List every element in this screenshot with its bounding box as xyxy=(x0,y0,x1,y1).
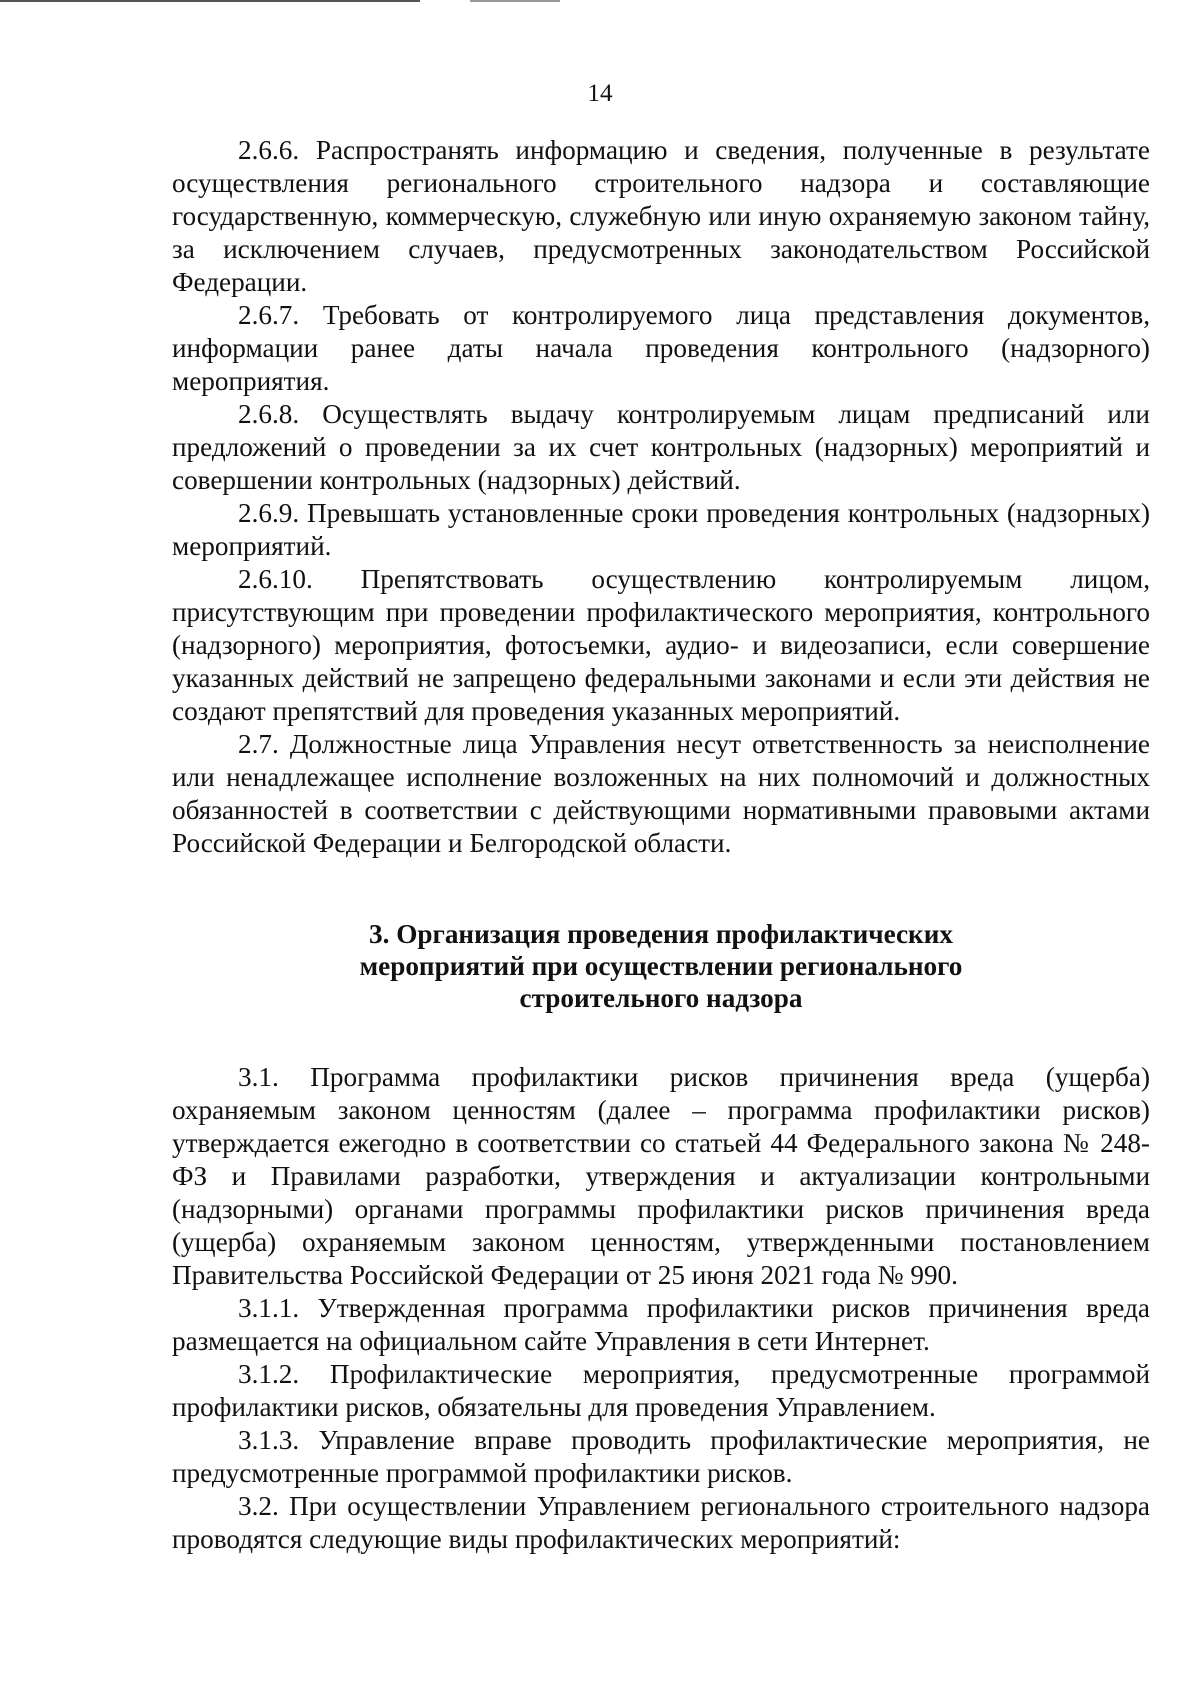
paragraph-3-1-1: 3.1.1. Утвержденная программа профилактики рисков причинения вреда размещается на официальном сайте Управления в сети Интернет. xyxy=(172,1293,1150,1356)
page-number: 14 xyxy=(587,80,613,107)
paragraph-2-6-6: 2.6.6. Распространять информацию и сведения, полученные в результате осуществления регионального строительного надзора и составляющие государственную, коммерческую, служебную или иную охраняемую законом тайну, за исключением случаев, предусмотренных законодательством Российской Федерации. xyxy=(172,135,1150,297)
section-heading-line: 3. Организация проведения профилактических xyxy=(369,919,953,949)
document-body xyxy=(172,134,1150,1556)
section-heading-line: мероприятий при осуществлении регионального xyxy=(359,951,963,981)
paragraph-2-6-10: 2.6.10. Препятствовать осуществлению контролируемым лицом, присутствующим при проведении профилактического мероприятия, контрольного (надзорного) мероприятия, фотосъемки, аудио- и видеозаписи, если совершение указанных действий не запрещено федеральными законами и если эти действия не создают препятствий для проведения указанных мероприятий. xyxy=(172,564,1150,726)
paragraph-3-1: 3.1. Программа профилактики рисков причинения вреда (ущерба) охраняемым законом ценностям (далее – программа профилактики рисков) утверждается ежегодно в соответствии со статьей 44 Федерального закона № 248-ФЗ и Правилами разработки, утверждения и актуализации контрольными (надзорными) органами программы профилактики рисков причинения вреда (ущерба) охраняемым законом ценностям, утвержденными постановлением Правительства Российской Федерации от 25 июня 2021 года № 990. xyxy=(172,1062,1150,1290)
paragraph-2-6-8: 2.6.8. Осуществлять выдачу контролируемым лицам предписаний или предложений о проведении за их счет контрольных (надзорных) мероприятий и совершении контрольных (надзорных) действий. xyxy=(172,399,1150,495)
paragraph-2-7: 2.7. Должностные лица Управления несут ответственность за неисполнение или ненадлежащее исполнение возложенных на них полномочий и должностных обязанностей в соответствии с действующими нормативными правовыми актами Российской Федерации и Белгородской области. xyxy=(172,729,1150,858)
section-heading-line: строительного надзора xyxy=(519,983,803,1013)
paragraph-3-1-2: 3.1.2. Профилактические мероприятия, предусмотренные программой профилактики рисков, обязательны для проведения Управлением. xyxy=(172,1359,1150,1422)
paragraph-3-1-3: 3.1.3. Управление вправе проводить профилактические мероприятия, не предусмотренные программой профилактики рисков. xyxy=(172,1425,1150,1488)
paragraph-2-6-7: 2.6.7. Требовать от контролируемого лица представления документов, информации ранее даты начала проведения контрольного (надзорного) мероприятия. xyxy=(172,300,1150,396)
scan-edge-line xyxy=(0,0,420,2)
paragraph-3-2: 3.2. При осуществлении Управлением регионального строительного надзора проводятся следующие виды профилактических мероприятий: xyxy=(172,1491,1150,1554)
paragraph-2-6-9: 2.6.9. Превышать установленные сроки проведения контрольных (надзорных) мероприятий. xyxy=(172,498,1150,561)
scan-edge-line xyxy=(470,0,560,2)
section-3-heading xyxy=(172,918,1150,1014)
